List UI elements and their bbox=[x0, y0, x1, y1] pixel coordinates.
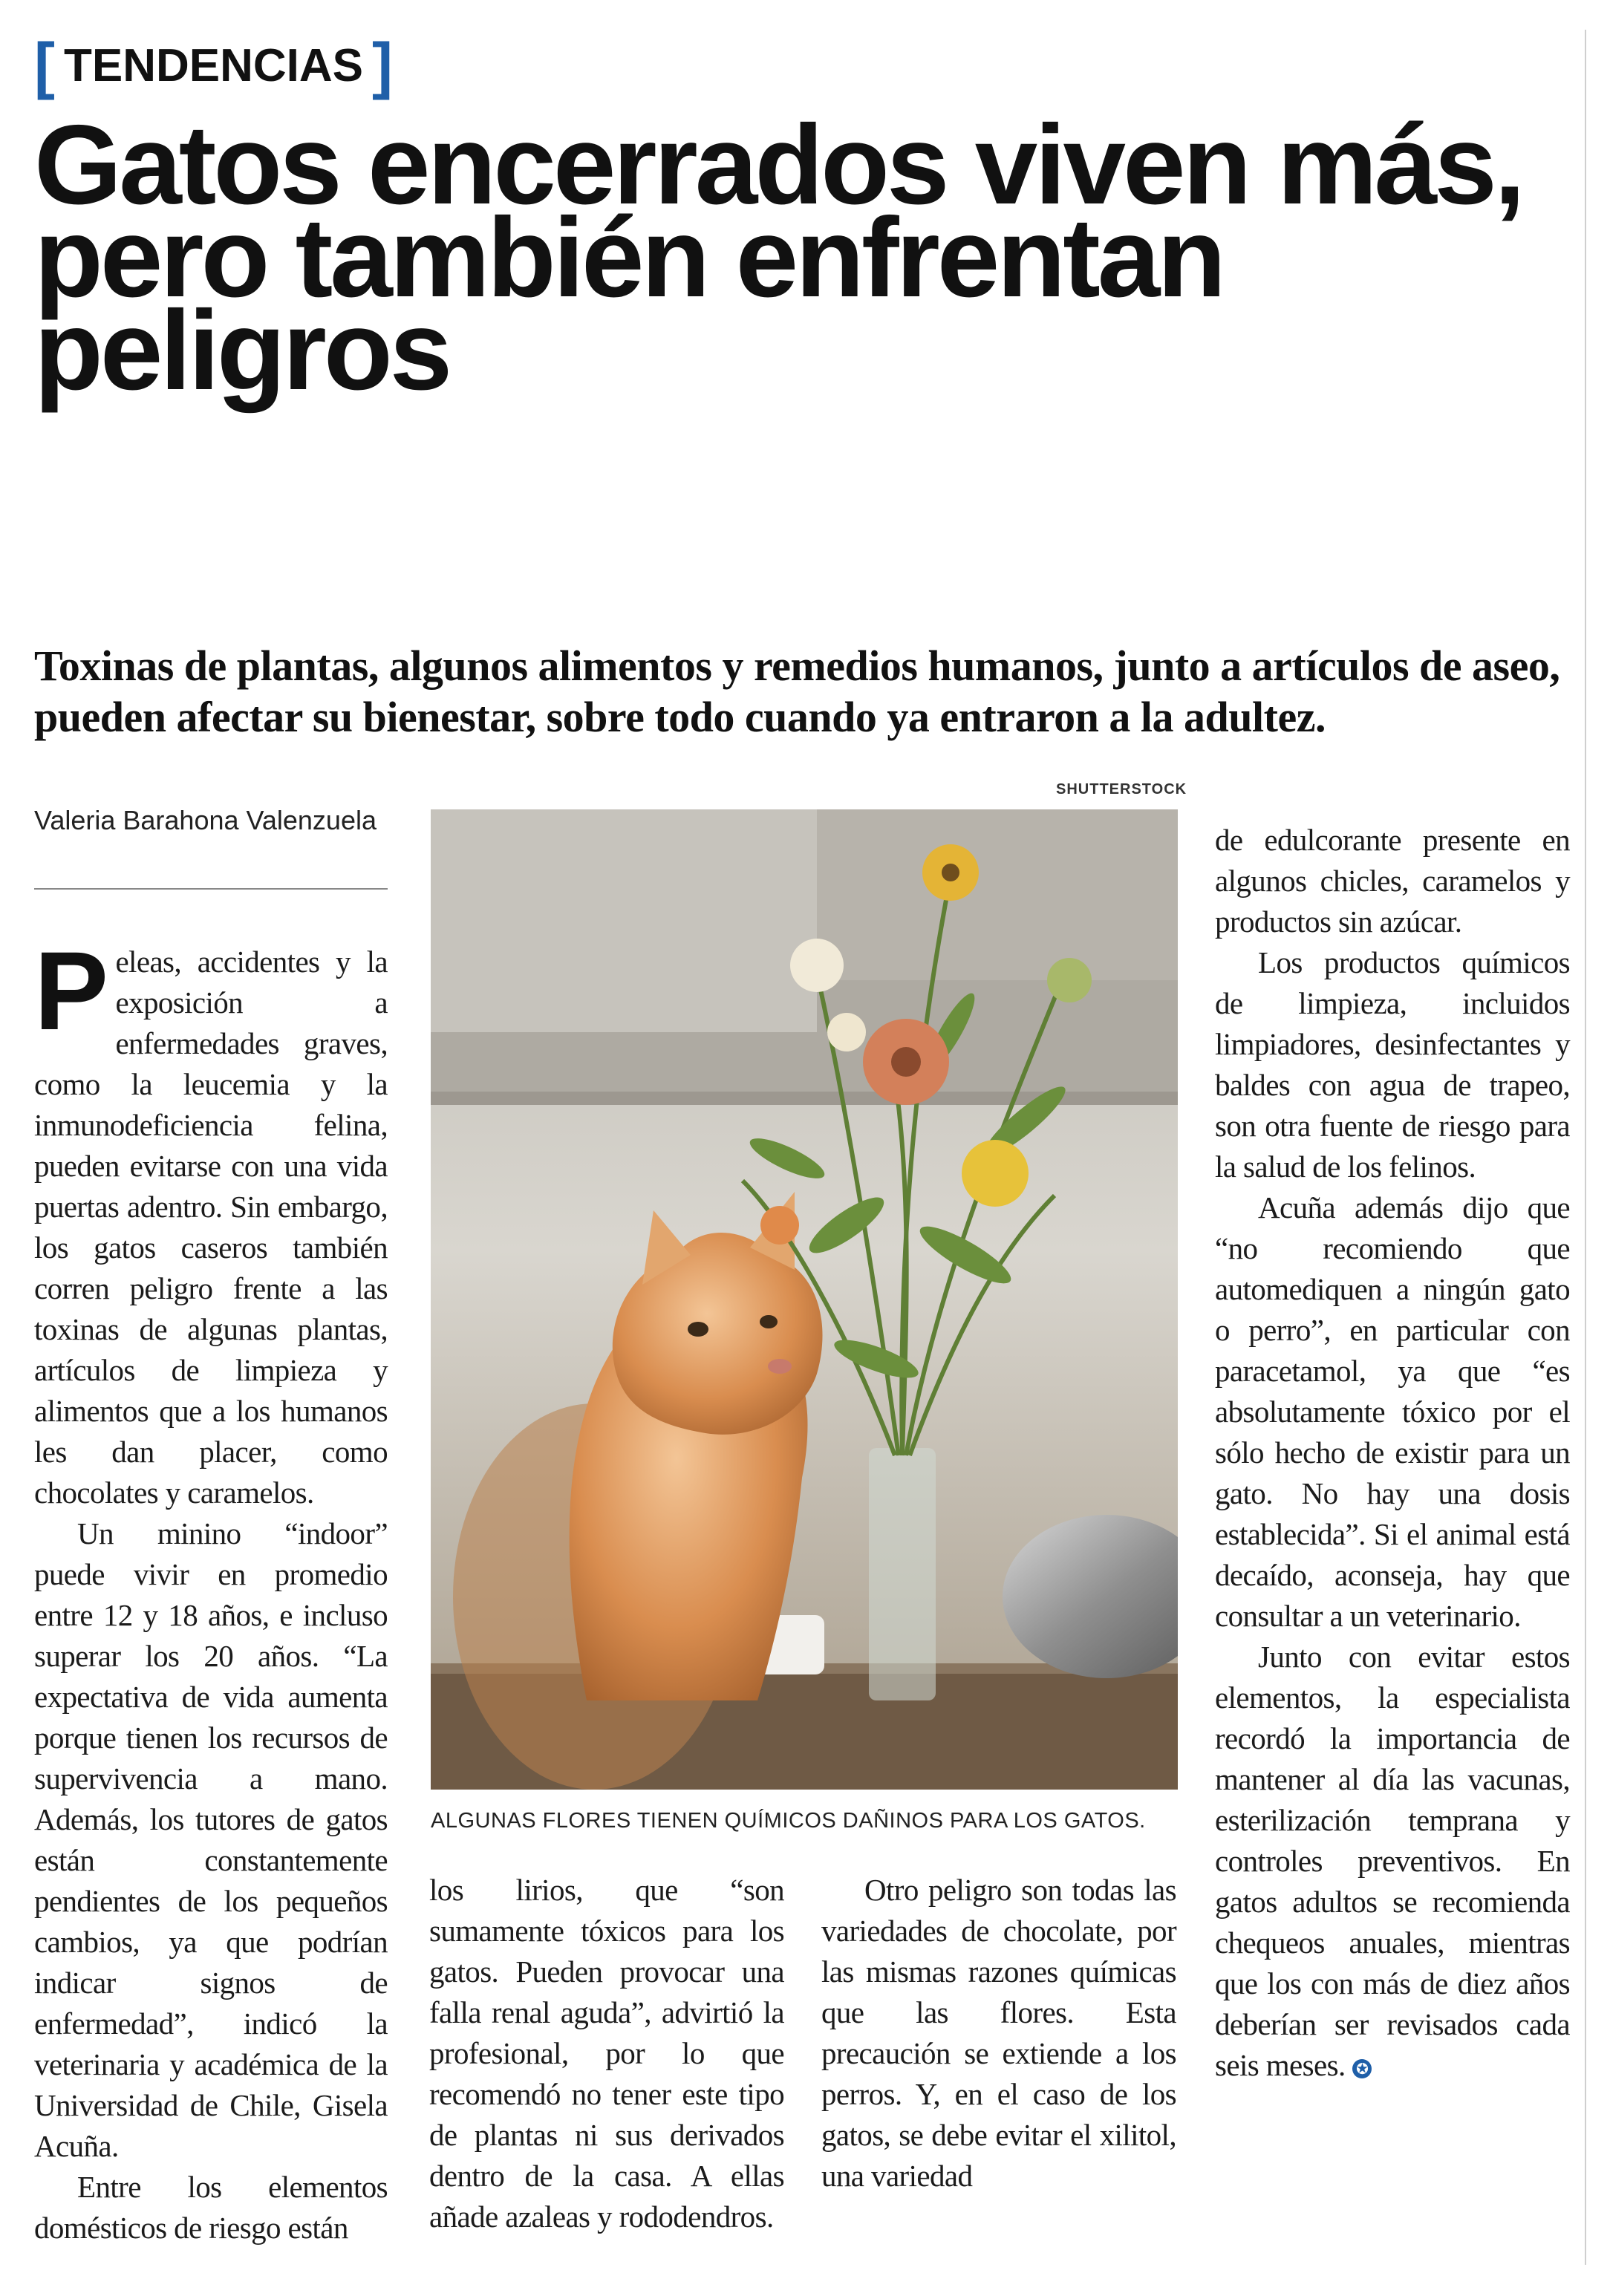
section-label: TENDENCIAS bbox=[63, 39, 364, 91]
section-tag bbox=[34, 30, 393, 100]
column-4 bbox=[1215, 820, 1570, 2086]
column-2 bbox=[429, 1870, 784, 2237]
end-mark-icon: ✪ bbox=[1352, 2059, 1372, 2078]
deck: Toxinas de plantas, algunos alimentos y remedios humanos, junto a artículos de aseo, pueden afectar su bienestar, sobre todo cuando ya entraron a la adultez. bbox=[34, 642, 1560, 741]
photo-credit: SHUTTERSTOCK bbox=[1056, 781, 1187, 798]
paragraph-2: Un minino “indoor” puede vivir en promedio entre 12 y 18 años, e incluso superar los 20 años. “La expectativa de vida aumenta porque tienen los recursos de supervivencia a mano. Además, los tutores de gatos están constantemente pendientes de los pequeños cambios, ya que podrían indicar signos de enfermedad”, indicó la veterinaria y académica de la Universidad de Chile, Gisela Acuña. bbox=[34, 1516, 388, 2163]
paragraph-4-cont: de edulcorante presente en algunos chicles, caramelos y productos sin azúcar. bbox=[1215, 823, 1570, 939]
byline: Valeria Barahona Valenzuela bbox=[34, 805, 377, 835]
drop-cap: P bbox=[34, 928, 108, 1053]
bracket-close: ] bbox=[372, 30, 393, 100]
paragraph-7 bbox=[1215, 1637, 1570, 2086]
byline-rule bbox=[34, 888, 388, 890]
cat-flowers-photo bbox=[431, 809, 1178, 1790]
headline: Gatos encerrados viven más, pero también enfrentan peligros bbox=[34, 102, 1523, 414]
paragraph-4: Otro peligro son todas las variedades de chocolate, por las mismas razones químicas que las flores. Esta precaución se extiende a los perros. Y, en el caso de los gatos, se debe evitar el xilitol, una variedad bbox=[821, 1873, 1176, 2193]
page-edge-rule bbox=[1585, 30, 1586, 2265]
paragraph-3-cont: los lirios, que “son sumamente tóxicos para los gatos. Pueden provocar una falla renal aguda”, advirtió la profesional, por lo que recomendó no tener este tipo de plantas ni sus derivados dentro de la casa. A ellas añade azaleas y rododendros. bbox=[429, 1873, 784, 2234]
paragraph-6: Acuña además dijo que “no recomiendo que automediquen a ningún gato o perro”, en particular con paracetamol, ya que “es absolutamente tóxico por el sólo hecho de existir para un gato. No hay una dosis establecida”. Si el animal está decaído, aconseja, hay que consultar a un veterinario. bbox=[1215, 1190, 1570, 1633]
paragraph-1 bbox=[34, 928, 388, 1513]
paragraph-5: Los productos químicos de limpieza, incluidos limpiadores, desinfectantes y baldes con agua de trapeo, son otra fuente de riesgo para la salud de los felinos. bbox=[1215, 945, 1570, 1184]
paragraph-3: Entre los elementos domésticos de riesgo están bbox=[34, 2170, 388, 2245]
bracket-open: [ bbox=[34, 30, 55, 100]
column-3 bbox=[821, 1870, 1176, 2196]
paragraph-7-text: Junto con evitar estos elementos, la especialista recordó la importancia de mantener al día las vacunas, esterilización temprana y controles preventivos. En gatos adultos se recomienda chequeos anuales, mientras que los con más de diez años deberían ser revisados cada seis meses. bbox=[1215, 1640, 1570, 2082]
paragraph-1-text: eleas, accidentes y la exposición a enfermedades graves, como la leucemia y la inmunodeficiencia felina, pueden evitarse con una vida puertas adentro. Sin embargo, los gatos caseros también corren peligro frente a las toxinas de algunas plantas, artículos de limpieza y alimentos que a los humanos les dan placer, como chocolates y caramelos. bbox=[34, 945, 388, 1510]
column-1 bbox=[34, 928, 388, 2248]
photo-caption: ALGUNAS FLORES TIENEN QUÍMICOS DAÑINOS PARA LOS GATOS. bbox=[431, 1809, 1146, 1833]
